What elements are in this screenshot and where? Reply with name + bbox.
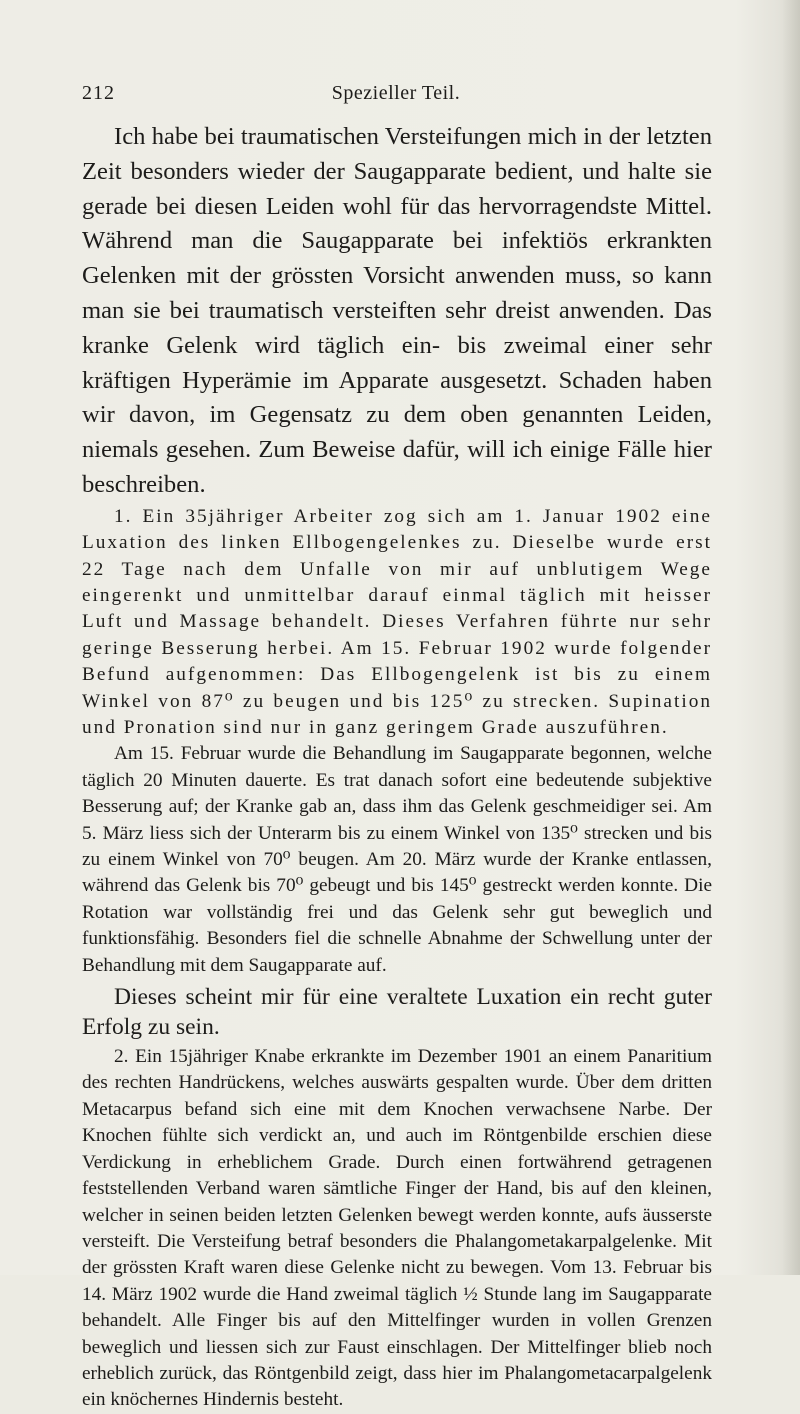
body-text <box>82 120 712 1414</box>
case-2-paragraph: 2. Ein 15jähriger Knabe erkrankte im Dezember 1901 an einem Panaritium des rechten Handrückens, welches auswärts gespalten wurde. Über dem dritten Metacarpus befand sich eine mit dem Knochen verwachsene Narbe. Der Knochen fühlte sich verdickt an, und auch im Röntgenbilde erschien diese Verdickung in erheblichem Grade. Durch einen fortwährend getragenen feststellenden Verband waren sämtliche Finger der Hand, bis auf den kleinen, welcher in seinen beiden letzten Gelenken bewegt werden konnte, aufs äusserste versteift. Die Versteifung betraf besonders die Phalangometakarpalgelenke. Mit der grössten Kraft waren diese Gelenke nicht zu bewegen. Vom 13. Februar bis 14. März 1902 wurde die Hand zweimal täglich ½ Stunde lang im Saugapparate behandelt. Alle Finger bis auf den Mittelfinger wurden in vollen Grenzen beweglich und liessen sich zur Faust einschlagen. Der Mittelfinger blieb noch erheblich zurück, das Röntgenbild zeigt, dass hier im Phalangometacarpalgelenk ein knöchernes Hindernis besteht. <box>82 1046 712 1411</box>
running-title: Spezieller Teil. <box>331 82 461 104</box>
case-1-conclusion: Dieses scheint mir für eine veraltete Luxation ein recht guter Erfolg zu sein. <box>82 984 712 1041</box>
page-number: 212 <box>82 82 115 104</box>
page-header <box>82 82 710 112</box>
intro-paragraph: Ich habe bei traumatischen Versteifungen mich in der letzten Zeit besonders wieder der Saugapparate bedient, und halte sie gerade bei diesen Leiden wohl für das hervorragendste Mittel. Während man die Saugapparate bei infektiös erkrankten Gelenken mit der grössten Vorsicht anwenden muss, so kann man sie bei traumatisch versteiften sehr dreist anwenden. Das kranke Gelenk wird täglich ein- bis zweimal einer sehr kräftigen Hyperämie im Apparate ausgesetzt. Schaden haben wir davon, im Gegensatz zu dem oben genannten Leiden, niemals gesehen. Zum Beweise dafür, will ich einige Fälle hier beschreiben. <box>82 123 712 498</box>
case-1-treatment-paragraph: Am 15. Februar wurde die Behandlung im Saugapparate begonnen, welche täglich 20 Minuten dauerte. Es trat danach sofort eine bedeutende subjektive Besserung auf; der Kranke gab an, dass ihm das Gelenk geschmeidiger sei. Am 5. März liess sich der Unterarm bis zu einem Winkel von 135⁰ strecken und bis zu einem Winkel von 70⁰ beugen. Am 20. März wurde der Kranke entlassen, während das Gelenk bis 70⁰ gebeugt und bis 145⁰ gestreckt werden konnte. Die Rotation war vollständig frei und das Gelenk sehr gut beweglich und funktionsfähig. Besonders fiel die schnelle Abnahme der Schwellung unter der Behandlung mit dem Saugapparate auf. <box>82 743 712 976</box>
page-edge-shadow <box>782 0 800 1275</box>
case-1-paragraph: 1. Ein 35jähriger Arbeiter zog sich am 1. Januar 1902 eine Luxation des linken Ellbogengelenkes zu. Dieselbe wurde erst 22 Tage nach dem Unfalle von mir auf unblutigem Wege eingerenkt und unmittelbar darauf einmal täglich mit heisser Luft und Massage behandelt. Dieses Verfahren führte nur sehr geringe Besserung herbei. Am 15. Februar 1902 wurde folgender Befund aufgenommen: Das Ellbogengelenk ist bis zu einem Winkel von 87⁰ zu beugen und bis 125⁰ zu strecken. Supination und Pronation sind nur in ganz geringem Grade auszuführen. <box>82 505 712 739</box>
